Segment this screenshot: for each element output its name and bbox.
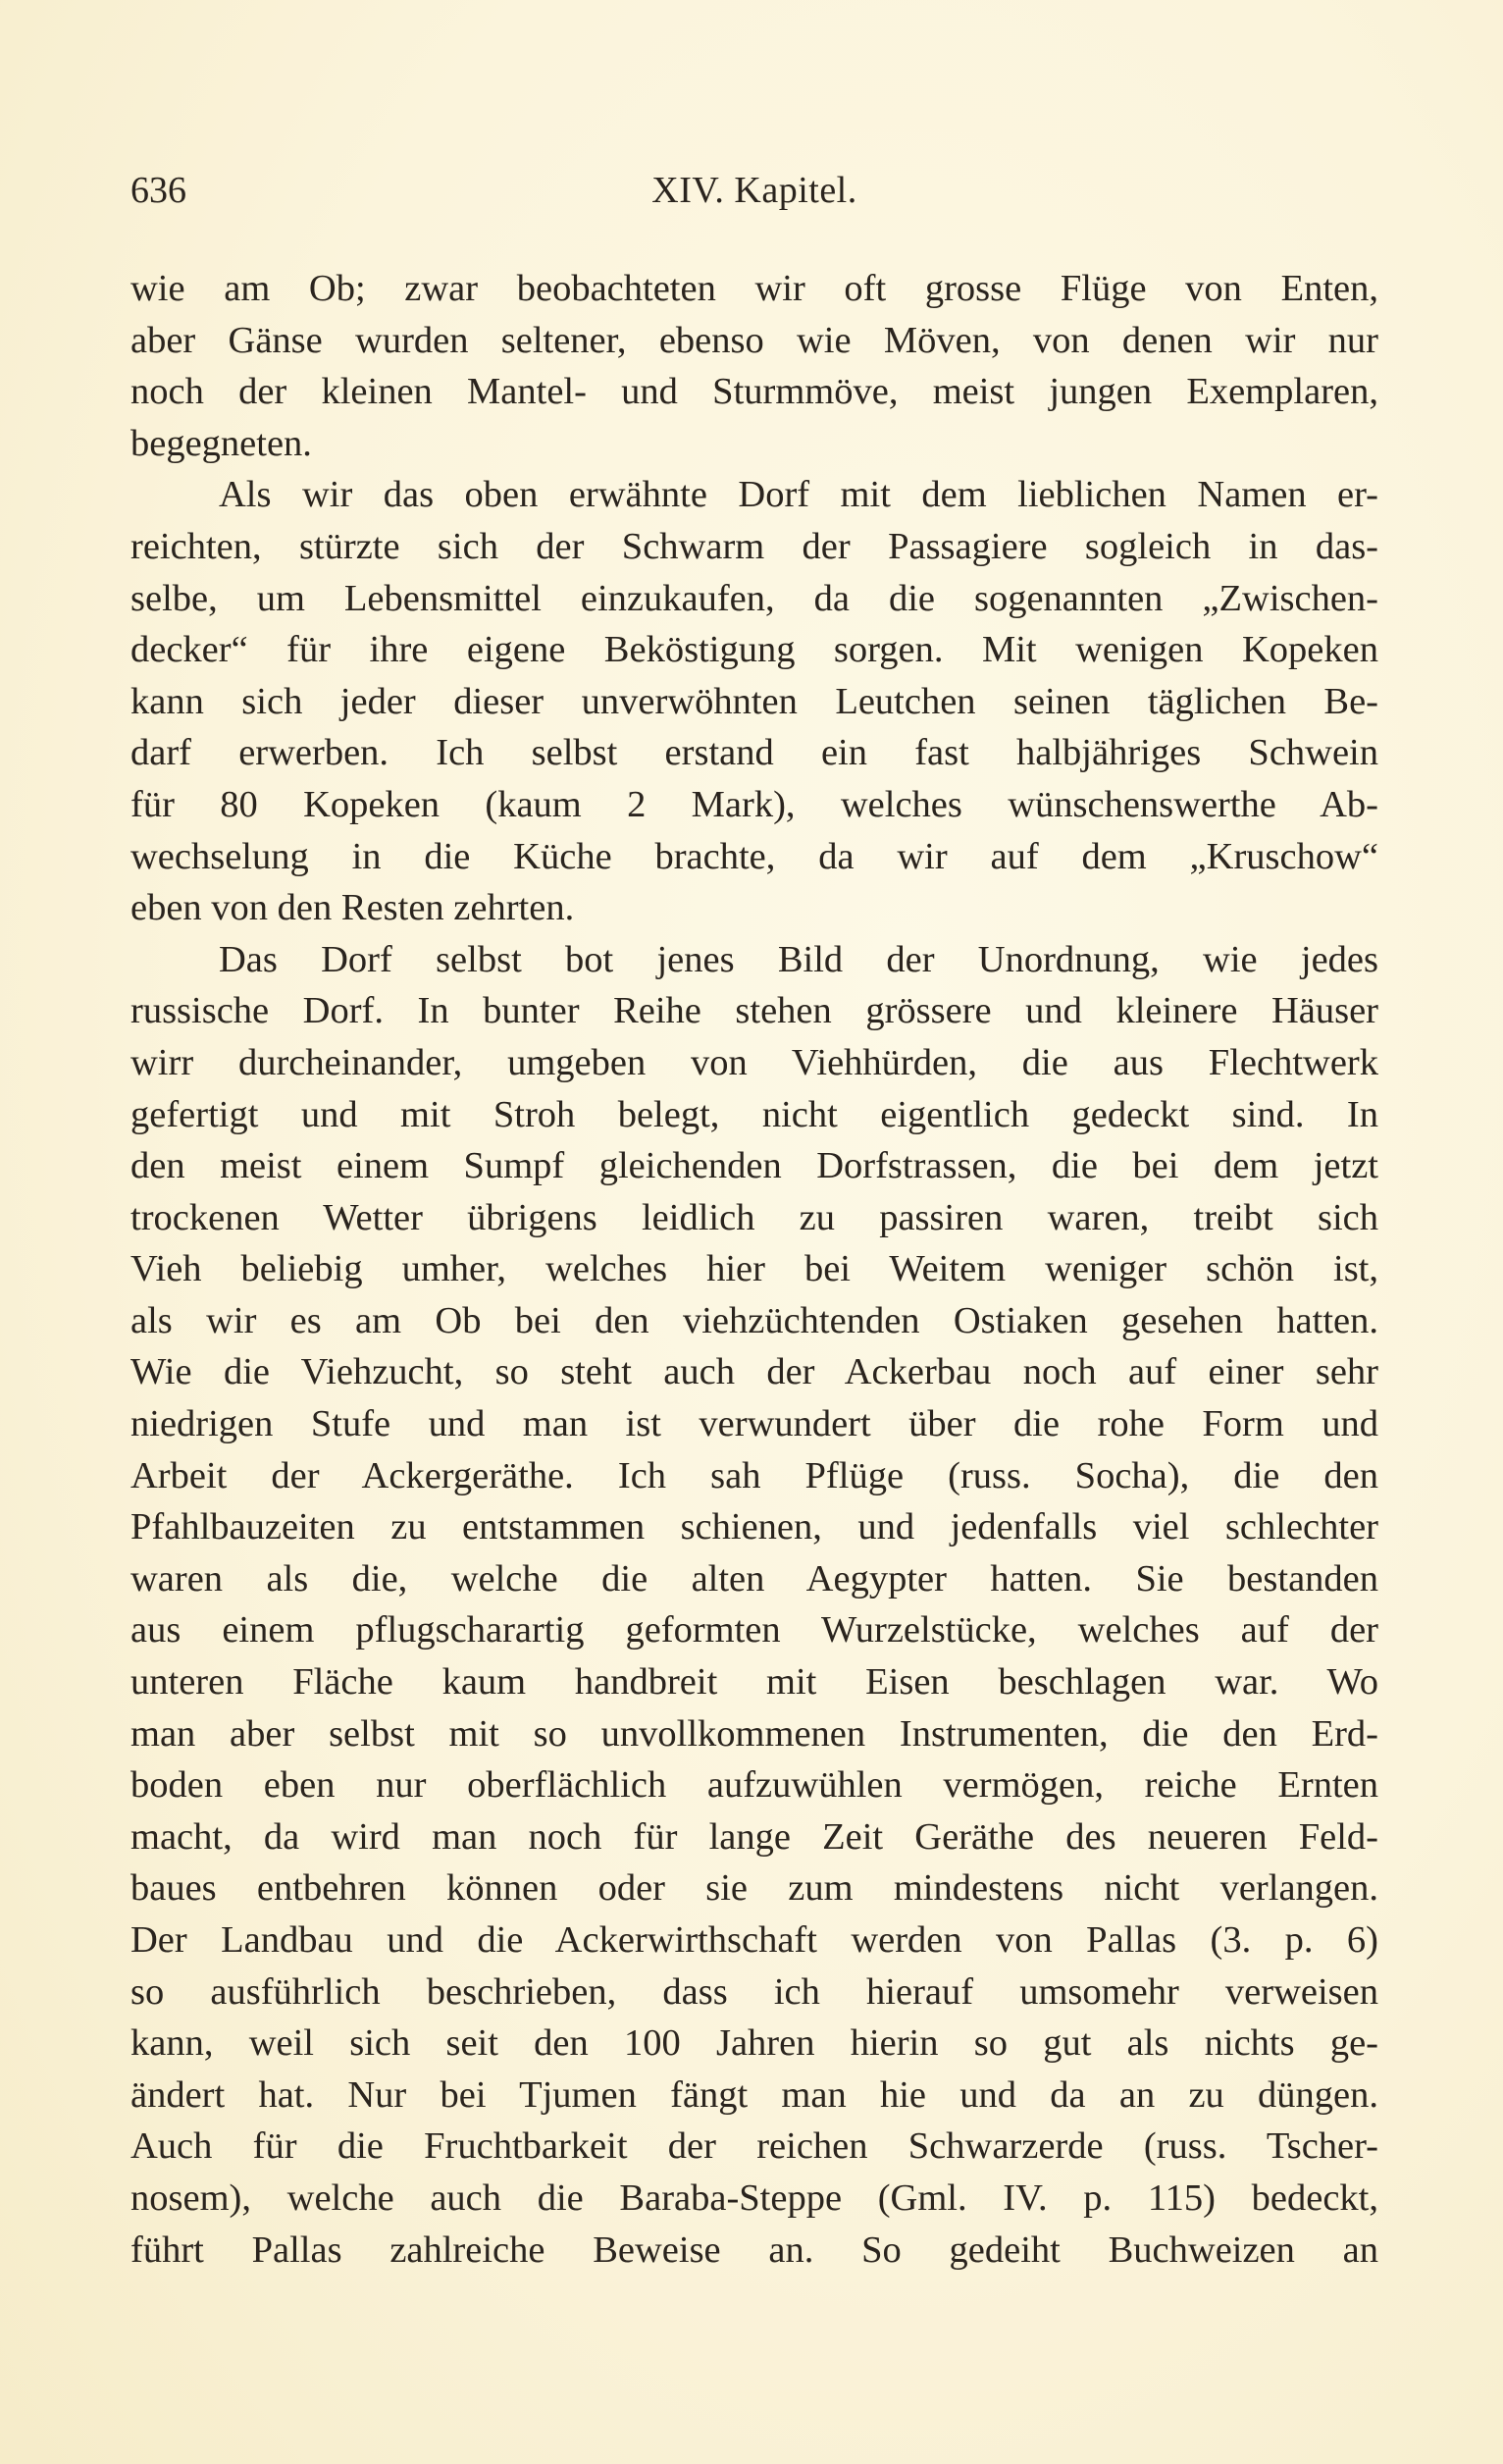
text-line: unteren Fläche kaum handbreit mit Eisen beschlagen war. Wo <box>130 1661 1378 1704</box>
running-head <box>130 167 1378 214</box>
text-line: für 80 Kopeken (kaum 2 Mark), welches wünschenswerthe Ab- <box>130 783 1378 825</box>
text-line: ändert hat. Nur bei Tjumen fängt man hie und da an zu düngen. <box>130 2073 1378 2116</box>
page-number: 636 <box>130 170 186 211</box>
text-line: wie am Ob; zwar beobachteten wir oft grosse Flüge von Enten, <box>130 268 1378 309</box>
body-text <box>130 263 1378 2276</box>
text-line: wirr durcheinander, umgeben von Viehhürden, die aus Flechtwerk <box>130 1041 1378 1083</box>
text-line: trockenen Wetter übrigens leidlich zu passiren waren, treibt sich <box>130 1196 1378 1238</box>
text-line: den meist einem Sumpf gleichenden Dorfstrassen, die bei dem jetzt <box>130 1145 1378 1187</box>
text-line: eben von den Resten zehrten. <box>130 887 575 929</box>
text-line: Wie die Viehzucht, so steht auch der Ackerbau noch auf einer sehr <box>130 1351 1378 1393</box>
text-line: kann sich jeder dieser unverwöhnten Leutchen seinen täglichen Be- <box>130 680 1378 722</box>
text-line: als wir es am Ob bei den viehzüchtenden Ostiaken gesehen hatten. <box>130 1299 1378 1341</box>
text-line: darf erwerben. Ich selbst erstand ein fast halbjähriges Schwein <box>130 732 1378 774</box>
text-line: aus einem pflugscharartig geformten Wurzelstücke, welches auf der <box>130 1609 1378 1651</box>
text-line: aber Gänse wurden seltener, ebenso wie Möven, von denen wir nur <box>130 319 1378 361</box>
text-line: Pfahlbauzeiten zu entstammen schienen, und jedenfalls viel schlechter <box>130 1506 1378 1548</box>
text-line: wechselung in die Küche brachte, da wir auf dem „Kruschow“ <box>130 835 1378 877</box>
text-line: decker“ für ihre eigene Beköstigung sorgen. Mit wenigen Kopeken <box>130 629 1378 671</box>
text-line: begegneten. <box>130 422 312 464</box>
text-line: Vieh beliebig umher, welches hier bei Weitem weniger schön ist, <box>130 1248 1378 1290</box>
text-line: macht, da wird man noch für lange Zeit Geräthe des neueren Feld- <box>130 1815 1378 1858</box>
text-line: russische Dorf. In bunter Reihe stehen grössere und kleinere Häuser <box>130 990 1378 1032</box>
chapter-heading: XIV. Kapitel. <box>651 170 857 211</box>
text-line: führt Pallas zahlreiche Beweise an. So gedeiht Buchweizen an <box>130 2228 1378 2271</box>
text-line: waren als die, welche die alten Aegypter hatten. Sie bestanden <box>130 1557 1378 1599</box>
text-line: Der Landbau und die Ackerwirthschaft werden von Pallas (3. p. 6) <box>130 1919 1378 1961</box>
text-line: gefertigt und mit Stroh belegt, nicht eigentlich gedeckt sind. In <box>130 1093 1378 1135</box>
text-line: Als wir das oben erwähnte Dorf mit dem lieblichen Namen er- <box>219 474 1378 516</box>
text-line: kann, weil sich seit den 100 Jahren hierin so gut als nichts ge- <box>130 2022 1378 2065</box>
book-page <box>130 167 1378 2276</box>
text-line: man aber selbst mit so unvollkommenen Instrumenten, die den Erd- <box>130 1712 1378 1755</box>
text-line: so ausführlich beschrieben, dass ich hierauf umsomehr verweisen <box>130 1970 1378 2013</box>
text-line: selbe, um Lebensmittel einzukaufen, da die sogenannten „Zwischen- <box>130 577 1378 619</box>
text-line: Das Dorf selbst bot jenes Bild der Unordnung, wie jedes <box>219 938 1378 980</box>
text-line: Auch für die Fruchtbarkeit der reichen Schwarzerde (russ. Tscher- <box>130 2125 1378 2168</box>
text-line: nosem), welche auch die Baraba-Steppe (Gml. IV. p. 115) bedeckt, <box>130 2176 1378 2219</box>
text-line: Arbeit der Ackergeräthe. Ich sah Pflüge (russ. Socha), die den <box>130 1454 1378 1496</box>
text-line: reichten, stürzte sich der Schwarm der Passagiere sogleich in das- <box>130 525 1378 567</box>
text-line: baues entbehren können oder sie zum mindestens nicht verlangen. <box>130 1867 1378 1910</box>
text-line: noch der kleinen Mantel- und Sturmmöve, meist jungen Exemplaren, <box>130 371 1378 413</box>
text-line: niedrigen Stufe und man ist verwundert über die rohe Form und <box>130 1403 1378 1445</box>
text-line: boden eben nur oberflächlich aufzuwühlen vermögen, reiche Ernten <box>130 1764 1378 1807</box>
